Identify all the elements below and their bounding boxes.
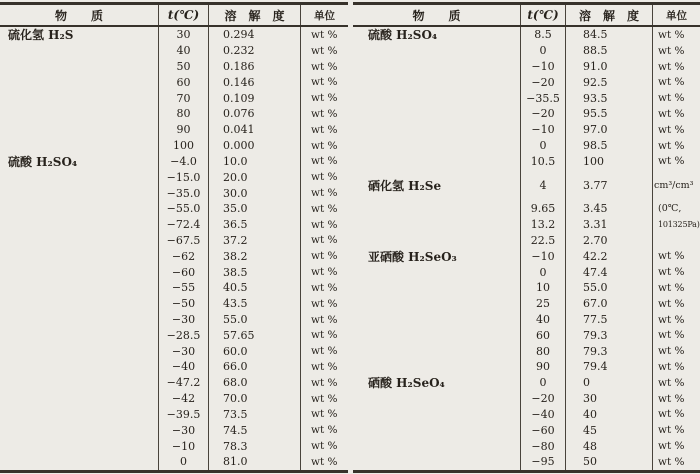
- unit-cell: wt %: [300, 312, 348, 328]
- solubility-cell: 47.4: [565, 264, 652, 280]
- substance-cell: 硫酸 H₂SO₄: [8, 154, 78, 169]
- substance-cell: [0, 201, 158, 217]
- solubility-cell: 91.0: [565, 59, 652, 75]
- solubility-cell: 37.2: [208, 233, 300, 249]
- solubility-cell: 10.0: [208, 154, 300, 170]
- temperature-cell: −40: [158, 359, 208, 375]
- substance-cell: [353, 169, 520, 177]
- solubility-cell: 92.5: [565, 74, 652, 90]
- unit-cell: [652, 233, 700, 249]
- temperature-cell: 40: [520, 312, 565, 328]
- substance-cell: [353, 296, 520, 312]
- temperature-cell: −10: [520, 59, 565, 75]
- unit-cell: wt %: [652, 74, 700, 90]
- header-substance: 物 质: [54, 8, 103, 23]
- unit-cell: wt %: [300, 327, 348, 343]
- temperature-cell: −60: [158, 264, 208, 280]
- solubility-cell: 0.041: [208, 122, 300, 138]
- table-row: [353, 343, 700, 359]
- temperature-cell: −39.5: [158, 407, 208, 423]
- temperature-cell: 40: [158, 43, 208, 59]
- temperature-cell: 100: [158, 138, 208, 154]
- table-row: [353, 296, 700, 312]
- unit-cell: 101325Pa): [652, 217, 700, 233]
- substance-cell: [353, 280, 520, 296]
- table-row: [0, 74, 348, 90]
- substance-cell: [0, 375, 158, 391]
- table-row: [353, 90, 700, 106]
- header-unit: 单位: [300, 5, 348, 25]
- solubility-cell: 3.31: [565, 217, 652, 233]
- substance-cell: 硫酸 H₂SO₄: [368, 28, 438, 43]
- table-row: [0, 375, 348, 391]
- unit-cell: wt %: [652, 438, 700, 454]
- solubility-cell: 20.0: [208, 169, 300, 185]
- substance-cell: [353, 122, 520, 138]
- substance-cell: [353, 106, 520, 122]
- solubility-cell: 0.232: [208, 43, 300, 59]
- unit-cell: wt %: [300, 185, 348, 201]
- unit-cell: wt %: [300, 74, 348, 90]
- solubility-cell: 3.77: [565, 177, 652, 193]
- table-row: [353, 264, 700, 280]
- solubility-cell: 0.109: [208, 90, 300, 106]
- temperature-cell: −55: [158, 280, 208, 296]
- substance-cell: [0, 296, 158, 312]
- temperature-cell: −15.0: [158, 169, 208, 185]
- solubility-cell: 55.0: [565, 280, 652, 296]
- solubility-cell: [565, 193, 652, 201]
- unit-cell: wt %: [652, 43, 700, 59]
- solubility-cell: 0.186: [208, 59, 300, 75]
- table-row: [0, 233, 348, 249]
- table-row: [353, 74, 700, 90]
- table-body: [0, 27, 348, 470]
- solubility-cell: 38.2: [208, 248, 300, 264]
- temperature-cell: −35.5: [520, 90, 565, 106]
- temperature-cell: 60: [158, 74, 208, 90]
- solubility-cell: 0: [565, 375, 652, 391]
- table-row: [353, 375, 700, 391]
- table-row: [0, 422, 348, 438]
- substance-cell: [353, 59, 520, 75]
- temperature-cell: 70: [158, 90, 208, 106]
- solubility-cell: 60.0: [208, 343, 300, 359]
- temperature-cell: −42: [158, 391, 208, 407]
- spacer-row: [353, 169, 700, 177]
- temperature-cell: 50: [158, 59, 208, 75]
- solubility-cell: 36.5: [208, 217, 300, 233]
- substance-cell: [353, 193, 520, 201]
- unit-cell: wt %: [652, 248, 700, 264]
- unit-cell: wt %: [652, 154, 700, 170]
- solubility-cell: 74.5: [208, 422, 300, 438]
- unit-cell: (0℃,: [652, 201, 700, 217]
- header-solubility: 溶 解 度: [565, 5, 652, 25]
- unit-cell: wt %: [300, 422, 348, 438]
- solubility-cell: 55.0: [208, 312, 300, 328]
- substance-cell: [0, 312, 158, 328]
- unit-cell: wt %: [300, 407, 348, 423]
- unit-cell: wt %: [300, 343, 348, 359]
- table-header: [0, 5, 348, 27]
- substance-cell: [353, 422, 520, 438]
- temperature-cell: −62: [158, 248, 208, 264]
- temperature-cell: [520, 193, 565, 201]
- temperature-cell: −67.5: [158, 233, 208, 249]
- temperature-cell: −95: [520, 454, 565, 470]
- unit-cell: wt %: [652, 454, 700, 470]
- temperature-cell: 0: [520, 375, 565, 391]
- temperature-cell: 0: [520, 138, 565, 154]
- substance-cell: [0, 264, 158, 280]
- table-row: [353, 359, 700, 375]
- table-row: [353, 27, 700, 43]
- solubility-cell: 43.5: [208, 296, 300, 312]
- solubility-cell: 79.3: [565, 327, 652, 343]
- table-row: [0, 454, 348, 470]
- unit-cell: wt %: [300, 106, 348, 122]
- unit-cell: wt %: [652, 422, 700, 438]
- spacer-row: [353, 193, 700, 201]
- table-row: [353, 438, 700, 454]
- temperature-cell: −28.5: [158, 327, 208, 343]
- solubility-cell: 67.0: [565, 296, 652, 312]
- substance-cell: [353, 359, 520, 375]
- solubility-cell: 57.65: [208, 327, 300, 343]
- temperature-cell: −20: [520, 391, 565, 407]
- temperature-cell: 9.65: [520, 201, 565, 217]
- unit-cell: wt %: [652, 122, 700, 138]
- substance-cell: 硒酸 H₂SeO₄: [368, 376, 445, 391]
- table-row: [0, 280, 348, 296]
- unit-cell: wt %: [300, 233, 348, 249]
- substance-cell: [0, 90, 158, 106]
- table-row: [353, 43, 700, 59]
- table-row: [353, 391, 700, 407]
- table-row: [353, 154, 700, 170]
- temperature-cell: 60: [520, 327, 565, 343]
- solubility-cell: 38.5: [208, 264, 300, 280]
- substance-cell: [353, 201, 520, 217]
- temperature-cell: −50: [158, 296, 208, 312]
- temperature-cell: −10: [520, 122, 565, 138]
- table-row: [353, 327, 700, 343]
- table-row: [353, 59, 700, 75]
- solubility-cell: 42.2: [565, 248, 652, 264]
- substance-cell: [0, 343, 158, 359]
- solubility-table-left: [0, 2, 348, 473]
- temperature-cell: 10.5: [520, 154, 565, 170]
- temperature-cell: 22.5: [520, 233, 565, 249]
- unit-cell: wt %: [300, 154, 348, 170]
- solubility-cell: 68.0: [208, 375, 300, 391]
- temperature-cell: 8.5: [520, 27, 565, 43]
- substance-cell: [0, 169, 158, 185]
- solubility-cell: 0.000: [208, 138, 300, 154]
- table-row: [353, 248, 700, 264]
- solubility-cell: 35.0: [208, 201, 300, 217]
- temperature-cell: −20: [520, 74, 565, 90]
- table-row: [353, 201, 700, 217]
- substance-cell: [0, 74, 158, 90]
- solubility-cell: 40: [565, 406, 652, 422]
- table-row: [0, 27, 348, 43]
- substance-cell: [353, 391, 520, 407]
- solubility-cell: 98.5: [565, 138, 652, 154]
- substance-cell: [0, 43, 158, 59]
- header-temperature: t(℃): [520, 5, 565, 25]
- unit-cell: wt %: [652, 343, 700, 359]
- unit-cell: wt %: [652, 375, 700, 391]
- temperature-cell: 80: [158, 106, 208, 122]
- table-row: [0, 312, 348, 328]
- substance-cell: [353, 312, 520, 328]
- temperature-cell: −20: [520, 106, 565, 122]
- temperature-cell: −47.2: [158, 375, 208, 391]
- table-row: [353, 454, 700, 470]
- unit-cell: wt %: [652, 27, 700, 43]
- solubility-cell: 79.3: [565, 343, 652, 359]
- table-row: [353, 422, 700, 438]
- unit-cell: wt %: [300, 375, 348, 391]
- substance-cell: [353, 327, 520, 343]
- unit-cell: wt %: [300, 359, 348, 375]
- temperature-cell: 80: [520, 343, 565, 359]
- solubility-cell: 30.0: [208, 185, 300, 201]
- substance-cell: [0, 138, 158, 154]
- table-row: [0, 407, 348, 423]
- unit-cell: wt %: [652, 280, 700, 296]
- substance-cell: [353, 406, 520, 422]
- table-row: [0, 90, 348, 106]
- unit-cell: wt %: [300, 248, 348, 264]
- table-row: [353, 233, 700, 249]
- table-row: [0, 59, 348, 75]
- temperature-cell: −4.0: [158, 154, 208, 170]
- solubility-cell: 2.70: [565, 233, 652, 249]
- unit-cell: wt %: [652, 406, 700, 422]
- table-row: [0, 201, 348, 217]
- unit-cell: wt %: [652, 264, 700, 280]
- temperature-cell: −10: [158, 438, 208, 454]
- solubility-cell: 30: [565, 391, 652, 407]
- table-row: [0, 43, 348, 59]
- unit-cell: cm³/cm³: [652, 177, 700, 193]
- unit-cell: wt %: [300, 391, 348, 407]
- substance-cell: [353, 264, 520, 280]
- substance-cell: [0, 407, 158, 423]
- table-row: [0, 138, 348, 154]
- solubility-cell: 100: [565, 154, 652, 170]
- substance-cell: [0, 422, 158, 438]
- substance-cell: [353, 154, 520, 170]
- temperature-cell: −72.4: [158, 217, 208, 233]
- table-row: [0, 327, 348, 343]
- table-row: [0, 438, 348, 454]
- unit-cell: wt %: [652, 296, 700, 312]
- table-row: [0, 122, 348, 138]
- unit-cell: wt %: [300, 201, 348, 217]
- unit-cell: wt %: [300, 438, 348, 454]
- substance-cell: [0, 454, 158, 470]
- substance-cell: [0, 359, 158, 375]
- table-body: [353, 27, 700, 470]
- unit-cell: wt %: [300, 138, 348, 154]
- solubility-cell: 97.0: [565, 122, 652, 138]
- table-row: [353, 177, 700, 193]
- solubility-cell: 77.5: [565, 312, 652, 328]
- substance-cell: [0, 217, 158, 233]
- temperature-cell: [520, 169, 565, 177]
- table-row: [353, 138, 700, 154]
- header-solubility: 溶 解 度: [208, 5, 300, 25]
- unit-cell: [652, 169, 700, 177]
- table-row: [0, 106, 348, 122]
- temperature-cell: −10: [520, 248, 565, 264]
- table-row: [0, 169, 348, 185]
- unit-cell: wt %: [652, 312, 700, 328]
- solubility-cell: 84.5: [565, 27, 652, 43]
- temperature-cell: 0: [520, 264, 565, 280]
- table-row: [353, 122, 700, 138]
- solubility-cell: 45: [565, 422, 652, 438]
- unit-cell: wt %: [652, 106, 700, 122]
- unit-cell: wt %: [300, 169, 348, 185]
- unit-cell: wt %: [300, 280, 348, 296]
- substance-cell: [353, 233, 520, 249]
- solubility-cell: 0.294: [208, 27, 300, 43]
- solubility-cell: 66.0: [208, 359, 300, 375]
- table-row: [353, 406, 700, 422]
- temperature-cell: 90: [158, 122, 208, 138]
- substance-cell: [353, 343, 520, 359]
- temperature-cell: 13.2: [520, 217, 565, 233]
- temperature-cell: 90: [520, 359, 565, 375]
- substance-cell: [353, 454, 520, 470]
- temperature-cell: 0: [158, 454, 208, 470]
- substance-cell: [0, 122, 158, 138]
- temperature-cell: 4: [520, 177, 565, 193]
- temperature-cell: −55.0: [158, 201, 208, 217]
- table-row: [0, 248, 348, 264]
- solubility-cell: 88.5: [565, 43, 652, 59]
- substance-cell: [0, 233, 158, 249]
- unit-cell: wt %: [652, 359, 700, 375]
- substance-cell: [353, 43, 520, 59]
- temperature-cell: −30: [158, 343, 208, 359]
- table-row: [353, 280, 700, 296]
- substance-cell: [0, 391, 158, 407]
- substance-cell: [0, 327, 158, 343]
- temperature-cell: −80: [520, 438, 565, 454]
- header-unit: 单位: [652, 5, 700, 25]
- substance-cell: [0, 280, 158, 296]
- table-row: [353, 312, 700, 328]
- unit-cell: wt %: [652, 59, 700, 75]
- unit-cell: wt %: [300, 296, 348, 312]
- solubility-cell: 79.4: [565, 359, 652, 375]
- substance-cell: [353, 90, 520, 106]
- unit-cell: wt %: [652, 391, 700, 407]
- table-row: [0, 359, 348, 375]
- unit-cell: wt %: [300, 90, 348, 106]
- solubility-cell: 3.45: [565, 201, 652, 217]
- temperature-cell: 30: [158, 27, 208, 43]
- header-temperature: t(℃): [158, 5, 208, 25]
- table-row: [0, 154, 348, 170]
- temperature-cell: −35.0: [158, 185, 208, 201]
- temperature-cell: −40: [520, 406, 565, 422]
- solubility-cell: 81.0: [208, 454, 300, 470]
- unit-cell: wt %: [652, 138, 700, 154]
- unit-cell: wt %: [300, 27, 348, 43]
- temperature-cell: 25: [520, 296, 565, 312]
- solubility-cell: [565, 169, 652, 177]
- temperature-cell: −30: [158, 422, 208, 438]
- substance-cell: [0, 59, 158, 75]
- unit-cell: wt %: [300, 217, 348, 233]
- substance-cell: [353, 74, 520, 90]
- substance-cell: [0, 106, 158, 122]
- substance-cell: 硒化氢 H₂Se: [368, 178, 442, 193]
- solubility-cell: 48: [565, 438, 652, 454]
- substance-cell: [0, 185, 158, 201]
- table-header: [353, 5, 700, 27]
- unit-cell: wt %: [300, 454, 348, 470]
- substance-cell: [0, 248, 158, 264]
- temperature-cell: 0: [520, 43, 565, 59]
- solubility-cell: 73.5: [208, 407, 300, 423]
- temperature-cell: 10: [520, 280, 565, 296]
- temperature-cell: −30: [158, 312, 208, 328]
- table-row: [0, 185, 348, 201]
- unit-cell: wt %: [652, 327, 700, 343]
- substance-cell: 硫化氢 H₂S: [8, 28, 74, 43]
- solubility-cell: 78.3: [208, 438, 300, 454]
- unit-cell: wt %: [300, 264, 348, 280]
- solubility-cell: 70.0: [208, 391, 300, 407]
- table-row: [0, 343, 348, 359]
- unit-cell: [652, 193, 700, 201]
- unit-cell: wt %: [652, 90, 700, 106]
- unit-cell: wt %: [300, 43, 348, 59]
- substance-cell: [0, 438, 158, 454]
- solubility-cell: 0.076: [208, 106, 300, 122]
- unit-cell: wt %: [300, 122, 348, 138]
- solubility-cell: 50: [565, 454, 652, 470]
- substance-cell: [353, 138, 520, 154]
- substance-cell: 亚硒酸 H₂SeO₃: [368, 249, 457, 264]
- substance-cell: [353, 438, 520, 454]
- solubility-cell: 40.5: [208, 280, 300, 296]
- solubility-cell: 0.146: [208, 74, 300, 90]
- unit-cell: wt %: [300, 59, 348, 75]
- temperature-cell: −60: [520, 422, 565, 438]
- table-row: [0, 391, 348, 407]
- substance-cell: [353, 217, 520, 233]
- table-row: [0, 264, 348, 280]
- table-row: [0, 217, 348, 233]
- table-row: [353, 217, 700, 233]
- solubility-table-right: [353, 2, 700, 473]
- solubility-cell: 93.5: [565, 90, 652, 106]
- table-row: [0, 296, 348, 312]
- table-row: [353, 106, 700, 122]
- solubility-cell: 95.5: [565, 106, 652, 122]
- header-substance: 物 质: [412, 8, 461, 23]
